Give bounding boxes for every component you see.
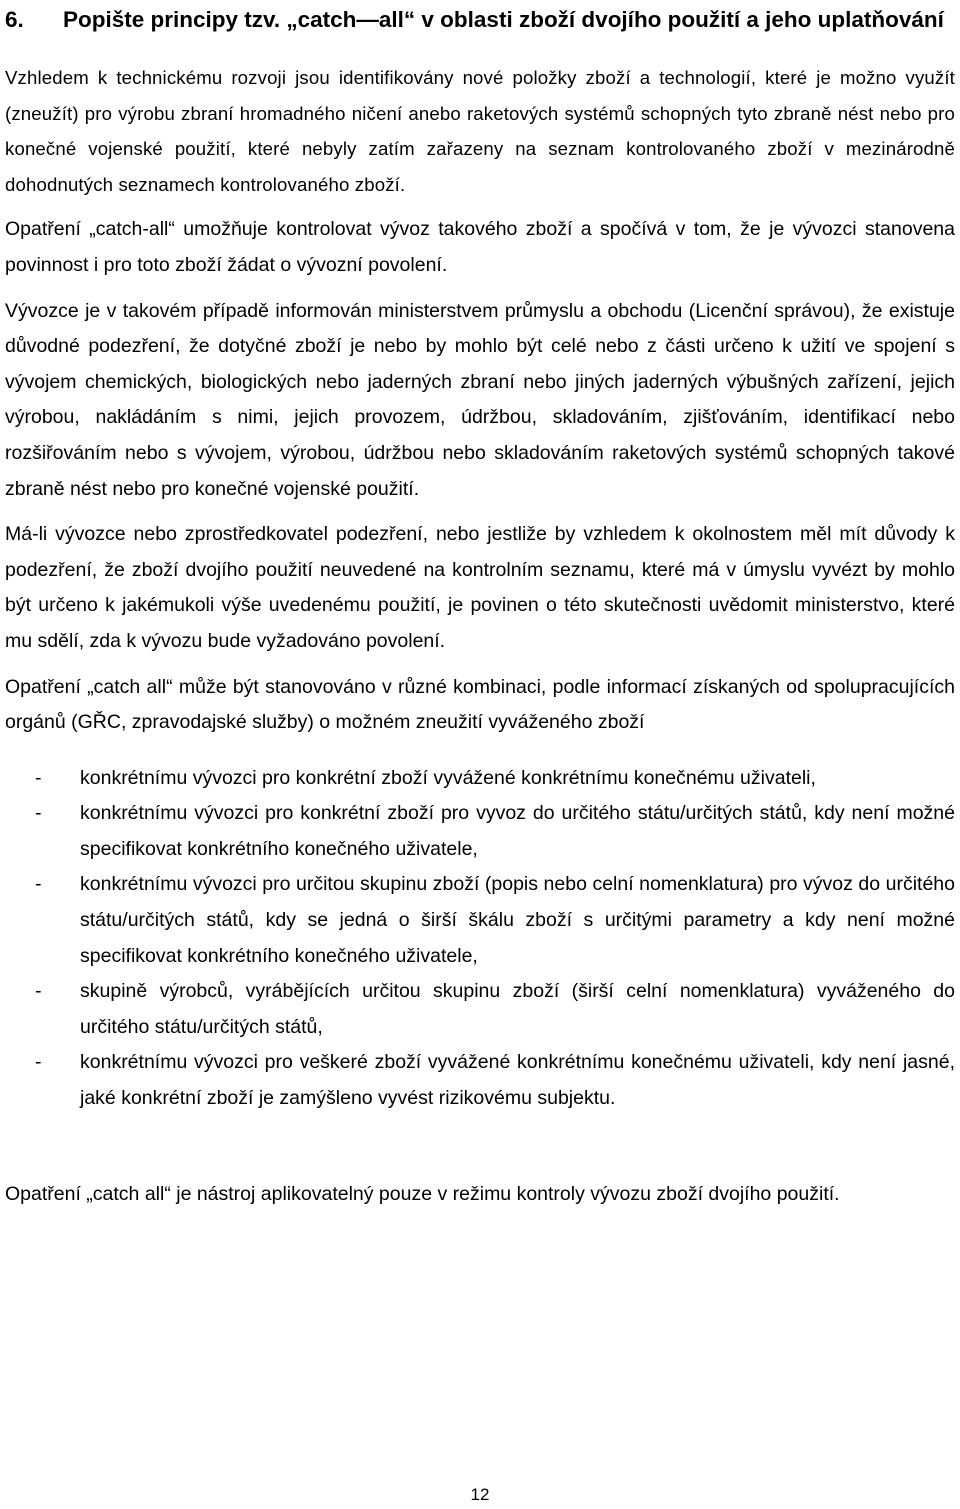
paragraph-intro: Vzhledem k technickému rozvoji jsou identifikovány nové položky zboží a technologií, které je možno využít (zneužít) pro výrobu zbraní hromadného ničení anebo raketových systémů schopných tyto zbraně nést nebo pro konečné vojenské použití, které nebyly zatím zařazeny na seznam kontrolovaného zboží v mezinárodně dohodnutých seznamech kontrolovaného zboží. (5, 67, 955, 195)
heading-number: 6. (5, 7, 24, 32)
list-item-text: skupině výrobců, vyrábějících určitou skupinu zboží (širší celní nomenklatura) vyváženého do určitého státu/určitých států, (80, 980, 955, 1038)
page-number: 12 (470, 1485, 490, 1504)
list-item (5, 1045, 955, 1116)
list-item (5, 761, 955, 797)
paragraph-catch-all-definition: Opatření „catch-all“ umožňuje kontrolovat vývoz takového zboží a spočívá v tom, že je vývozci stanovena povinnost i pro toto zboží žádat o vývozní povolení. (5, 218, 955, 276)
list-dash: - (35, 802, 42, 825)
paragraph-conclusion: Opatření „catch all“ je nástroj aplikovatelný pouze v režimu kontroly vývozu zboží dvojího použití. (5, 1182, 840, 1205)
paragraph-combinations: Opatření „catch all“ může být stanovováno v různé kombinaci, podle informací získaných od spolupracujících orgánů (GŘC, zpravodajské služby) o možném zneužití vyváženého zboží (5, 675, 955, 734)
list-item-text: konkrétnímu vývozci pro veškeré zboží vyvážené konkrétnímu konečnému uživateli, kdy není jasné, jaké konkrétní zboží je zamýšleno vyvést rizikovému subjektu. (80, 1051, 955, 1110)
list-item-text: konkrétnímu vývozci pro konkrétní zboží pro vyvoz do určitého státu/určitých států, kdy není možné specifikovat konkrétního konečného uživatele, (80, 802, 955, 860)
paragraph-exporter-suspicion: Má-li vývozce nebo zprostředkovatel podezření, nebo jestliže by vzhledem k okolnostem měl mít důvody k podezření, že zboží dvojího použití neuvedené na kontrolním seznamu, které má v úmyslu vyvézt by mohlo být určeno k jakémukoli výše uvedenému použití, je povinen o této skutečnosti uvědomit ministerstvo, které mu sdělí, zda k vývozu bude vyžadováno povolení. (5, 523, 955, 652)
list-item (5, 796, 955, 867)
list-item (5, 867, 955, 974)
list-item (5, 974, 955, 1045)
heading-text: Popište principy tzv. „catch—all“ v oblasti zboží dvojího použití a jeho uplatňování (63, 7, 944, 32)
list-dash: - (35, 766, 42, 789)
paragraph-exporter-informed: Vývozce je v takovém případě informován ministerstvem průmyslu a obchodu (Licenční správou), že existuje důvodné podezření, že dotyčné zboží je nebo by mohlo být celé nebo z části určeno k užití ve spojení s vývojem chemických, biologických nebo jaderných zbraní nebo jiných jaderných výbušných zařízení, jejich výrobou, nakládáním s nimi, jejich provozem, údržbou, skladováním, zjišťováním, identifikací nebo rozšiřováním nebo s vývojem, výrobou, údržbou nebo skladováním raketových systémů schopných takové zbraně nést nebo pro konečné vojenské použití. (5, 299, 955, 500)
list-dash: - (35, 873, 42, 896)
list-dash: - (35, 1051, 42, 1074)
section-heading (5, 2, 955, 38)
document-page (5, 0, 955, 1212)
list-item-text: konkrétnímu vývozci pro určitou skupinu zboží (popis nebo celní nomenklatura) pro vývoz do určitého státu/určitých států, kdy se jedná o širší škálu zboží s určitými parametry a kdy není možné specifikovat konkrétního konečného uživatele, (80, 873, 955, 967)
list-item-text: konkrétnímu vývozci pro konkrétní zboží vyvážené konkrétnímu konečnému uživateli, (80, 766, 816, 789)
combination-list (5, 761, 955, 1117)
list-dash: - (35, 980, 42, 1003)
